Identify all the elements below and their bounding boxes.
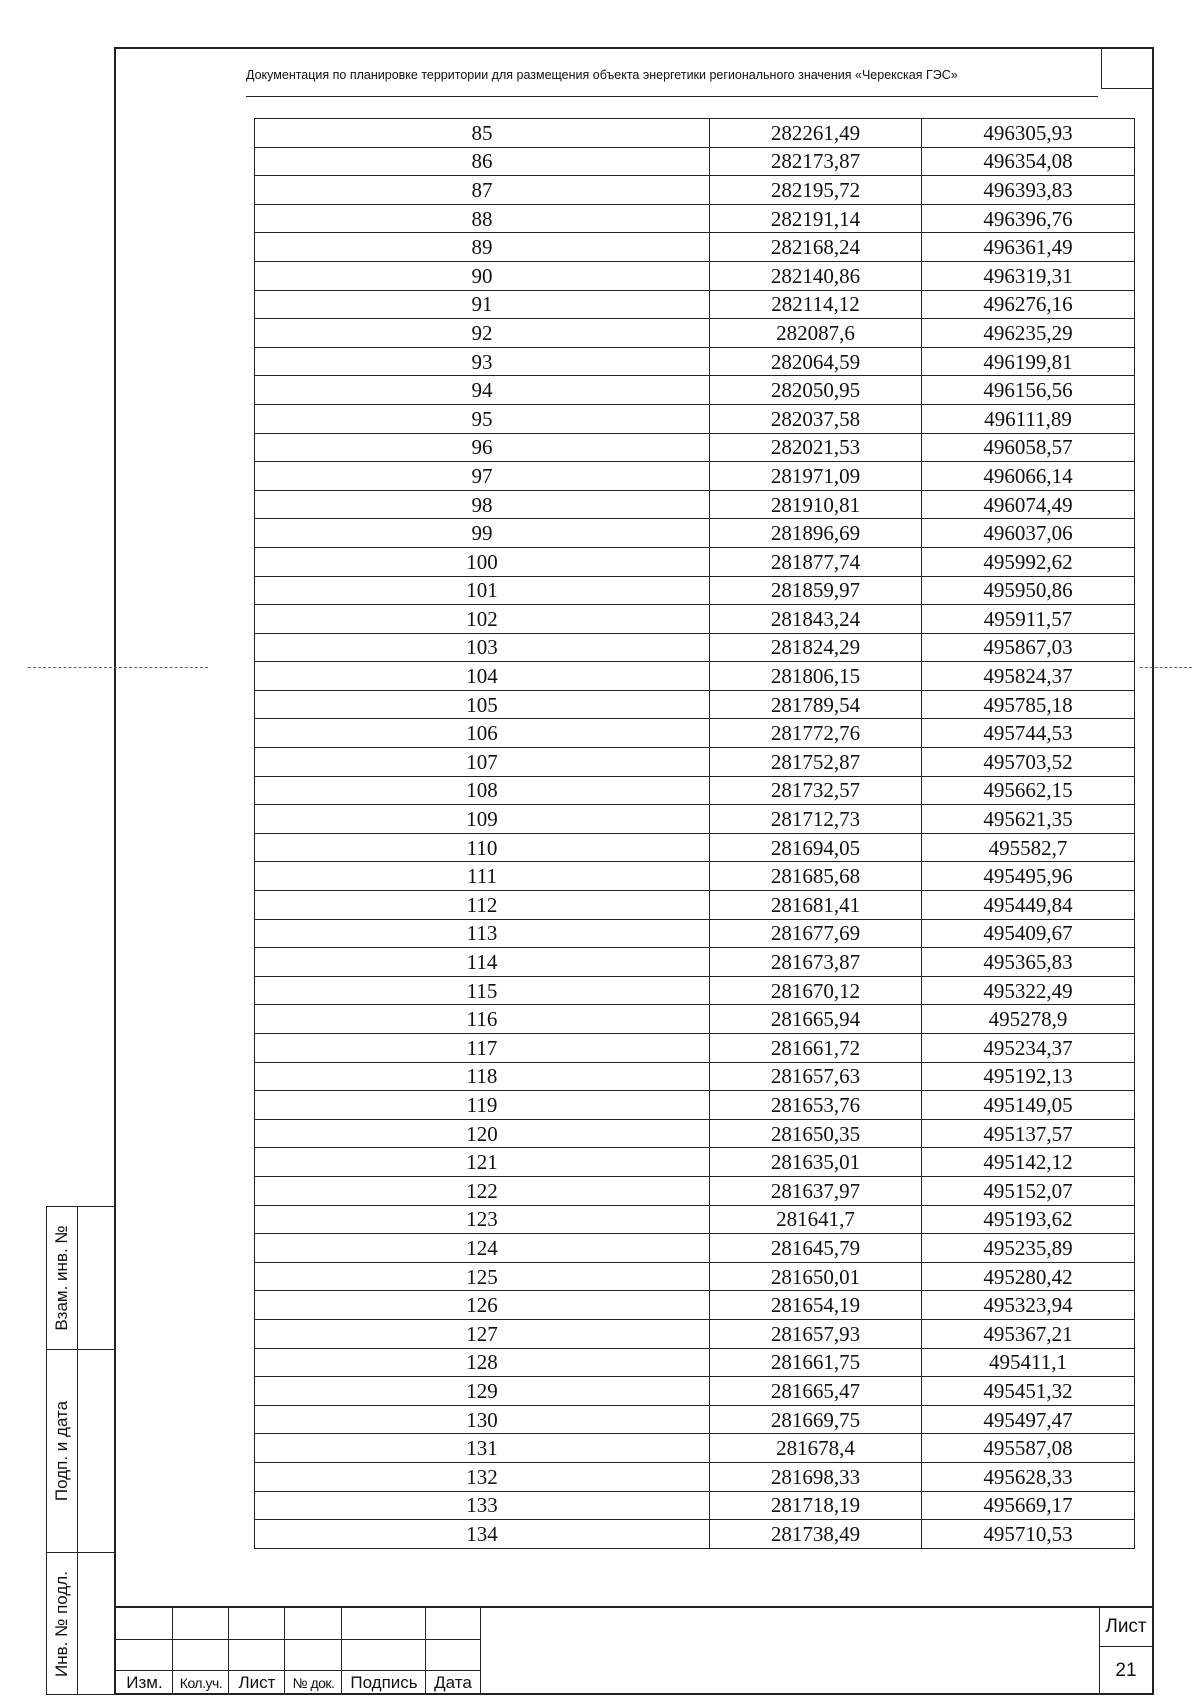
cut-mark-right [1140, 667, 1192, 668]
y-coordinate-cell: 496199,81 [922, 347, 1135, 376]
point-number-cell: 85 [255, 119, 710, 148]
point-number-cell: 115 [255, 976, 710, 1005]
table-row [255, 347, 1135, 376]
y-coordinate-cell: 495824,37 [922, 662, 1135, 691]
point-number-cell: 95 [255, 404, 710, 433]
table-row [255, 290, 1135, 319]
x-coordinate-cell: 281669,75 [710, 1405, 922, 1434]
table-row [255, 204, 1135, 233]
table-row [255, 1148, 1135, 1177]
table-row [255, 147, 1135, 176]
x-coordinate-cell: 281718,19 [710, 1491, 922, 1520]
table-row [255, 319, 1135, 348]
x-coordinate-cell: 281824,29 [710, 633, 922, 662]
x-coordinate-cell: 281661,75 [710, 1348, 922, 1377]
y-coordinate-cell: 495710,53 [922, 1520, 1135, 1549]
point-number-cell: 133 [255, 1491, 710, 1520]
point-number-cell: 104 [255, 662, 710, 691]
x-coordinate-cell: 281665,47 [710, 1377, 922, 1406]
x-coordinate-cell: 281685,68 [710, 862, 922, 891]
y-coordinate-cell: 495867,03 [922, 633, 1135, 662]
table-row [255, 690, 1135, 719]
x-coordinate-cell: 281657,93 [710, 1319, 922, 1348]
table-row [255, 576, 1135, 605]
y-coordinate-cell: 496066,14 [922, 462, 1135, 491]
y-coordinate-cell: 496396,76 [922, 204, 1135, 233]
point-number-cell: 102 [255, 605, 710, 634]
table-row [255, 1319, 1135, 1348]
x-coordinate-cell: 282087,6 [710, 319, 922, 348]
point-number-cell: 121 [255, 1148, 710, 1177]
sheet-number: 21 [1115, 1660, 1137, 1681]
point-number-cell: 105 [255, 690, 710, 719]
point-number-cell: 93 [255, 347, 710, 376]
table-row [255, 433, 1135, 462]
y-coordinate-cell: 495142,12 [922, 1148, 1135, 1177]
table-row [255, 1291, 1135, 1320]
table-row [255, 233, 1135, 262]
y-coordinate-cell: 496305,93 [922, 119, 1135, 148]
table-row [255, 1062, 1135, 1091]
point-number-cell: 125 [255, 1262, 710, 1291]
point-number-cell: 118 [255, 1062, 710, 1091]
table-row [255, 633, 1135, 662]
x-coordinate-cell: 282050,95 [710, 376, 922, 405]
y-coordinate-cell: 495193,62 [922, 1205, 1135, 1234]
y-coordinate-cell: 495152,07 [922, 1176, 1135, 1205]
coordinates-table [254, 118, 1135, 1549]
x-coordinate-cell: 281789,54 [710, 690, 922, 719]
point-number-cell: 132 [255, 1462, 710, 1491]
table-row [255, 1119, 1135, 1148]
y-coordinate-cell: 495367,21 [922, 1319, 1135, 1348]
y-coordinate-cell: 495323,94 [922, 1291, 1135, 1320]
x-coordinate-cell: 281645,79 [710, 1234, 922, 1263]
point-number-cell: 88 [255, 204, 710, 233]
table-row [255, 1434, 1135, 1463]
x-coordinate-cell: 282195,72 [710, 176, 922, 205]
x-coordinate-cell: 281910,81 [710, 490, 922, 519]
y-coordinate-cell: 495628,33 [922, 1462, 1135, 1491]
point-number-cell: 123 [255, 1205, 710, 1234]
x-coordinate-cell: 281650,35 [710, 1119, 922, 1148]
sheet-label: Лист [1100, 1608, 1152, 1647]
point-number-cell: 131 [255, 1434, 710, 1463]
y-coordinate-cell: 495497,47 [922, 1405, 1135, 1434]
y-coordinate-cell: 496276,16 [922, 290, 1135, 319]
coordinates-table-body [255, 119, 1135, 1549]
x-coordinate-cell: 281877,74 [710, 547, 922, 576]
point-number-cell: 113 [255, 919, 710, 948]
y-coordinate-cell: 495911,57 [922, 605, 1135, 634]
x-coordinate-cell: 281896,69 [710, 519, 922, 548]
side-stamp-cell-signature-date [47, 1350, 115, 1553]
table-row [255, 1205, 1135, 1234]
x-coordinate-cell: 282140,86 [710, 261, 922, 290]
table-row [255, 176, 1135, 205]
title-block-label-signature: Подпись [350, 1673, 418, 1692]
y-coordinate-cell: 496361,49 [922, 233, 1135, 262]
table-row [255, 1034, 1135, 1063]
x-coordinate-cell: 281772,76 [710, 719, 922, 748]
y-coordinate-cell: 496074,49 [922, 490, 1135, 519]
x-coordinate-cell: 281673,87 [710, 948, 922, 977]
table-row [255, 891, 1135, 920]
sheet-number-box [1099, 1608, 1152, 1695]
point-number-cell: 130 [255, 1405, 710, 1434]
point-number-cell: 101 [255, 576, 710, 605]
y-coordinate-cell: 495992,62 [922, 547, 1135, 576]
x-coordinate-cell: 282261,49 [710, 119, 922, 148]
table-row [255, 376, 1135, 405]
x-coordinate-cell: 281806,15 [710, 662, 922, 691]
table-row [255, 662, 1135, 691]
x-coordinate-cell: 281637,97 [710, 1176, 922, 1205]
x-coordinate-cell: 281752,87 [710, 748, 922, 777]
point-number-cell: 97 [255, 462, 710, 491]
point-number-cell: 110 [255, 833, 710, 862]
table-row [255, 490, 1135, 519]
x-coordinate-cell: 281698,33 [710, 1462, 922, 1491]
point-number-cell: 124 [255, 1234, 710, 1263]
table-row [255, 605, 1135, 634]
side-stamp-label: Взам. инв. № [52, 1225, 71, 1331]
point-number-cell: 90 [255, 261, 710, 290]
table-row [255, 261, 1135, 290]
y-coordinate-cell: 495411,1 [922, 1348, 1135, 1377]
x-coordinate-cell: 281694,05 [710, 833, 922, 862]
x-coordinate-cell: 281859,97 [710, 576, 922, 605]
y-coordinate-cell: 495662,15 [922, 776, 1135, 805]
table-row [255, 1405, 1135, 1434]
point-number-cell: 129 [255, 1377, 710, 1406]
x-coordinate-cell: 282173,87 [710, 147, 922, 176]
y-coordinate-cell: 496354,08 [922, 147, 1135, 176]
table-row [255, 976, 1135, 1005]
side-stamp-cell-original-inventory [47, 1553, 115, 1694]
corner-box [1101, 47, 1154, 89]
table-row [255, 805, 1135, 834]
table-row [255, 1348, 1135, 1377]
x-coordinate-cell: 281641,7 [710, 1205, 922, 1234]
table-row [255, 462, 1135, 491]
x-coordinate-cell: 281661,72 [710, 1034, 922, 1063]
table-row [255, 1377, 1135, 1406]
table-row [255, 919, 1135, 948]
point-number-cell: 94 [255, 376, 710, 405]
table-row [255, 1462, 1135, 1491]
y-coordinate-cell: 495409,67 [922, 919, 1135, 948]
point-number-cell: 98 [255, 490, 710, 519]
table-row [255, 519, 1135, 548]
point-number-cell: 89 [255, 233, 710, 262]
y-coordinate-cell: 495149,05 [922, 1091, 1135, 1120]
point-number-cell: 122 [255, 1176, 710, 1205]
table-row [255, 1491, 1135, 1520]
point-number-cell: 128 [255, 1348, 710, 1377]
x-coordinate-cell: 281677,69 [710, 919, 922, 948]
table-row [255, 1234, 1135, 1263]
table-row [255, 1262, 1135, 1291]
point-number-cell: 127 [255, 1319, 710, 1348]
y-coordinate-cell: 495785,18 [922, 690, 1135, 719]
x-coordinate-cell: 282064,59 [710, 347, 922, 376]
side-stamp [46, 1206, 116, 1695]
y-coordinate-cell: 496111,89 [922, 404, 1135, 433]
header-underline [246, 96, 1098, 97]
y-coordinate-cell: 495621,35 [922, 805, 1135, 834]
table-row [255, 1520, 1135, 1549]
point-number-cell: 114 [255, 948, 710, 977]
side-stamp-cell-replacement [47, 1207, 115, 1350]
x-coordinate-cell: 281654,19 [710, 1291, 922, 1320]
y-coordinate-cell: 495950,86 [922, 576, 1135, 605]
y-coordinate-cell: 496037,06 [922, 519, 1135, 548]
y-coordinate-cell: 495322,49 [922, 976, 1135, 1005]
cut-mark-left [28, 667, 208, 668]
y-coordinate-cell: 495744,53 [922, 719, 1135, 748]
x-coordinate-cell: 281650,01 [710, 1262, 922, 1291]
title-block [116, 1606, 1152, 1693]
y-coordinate-cell: 496235,29 [922, 319, 1135, 348]
x-coordinate-cell: 281657,63 [710, 1062, 922, 1091]
title-block-label-sheet: Лист [238, 1673, 276, 1692]
x-coordinate-cell: 282037,58 [710, 404, 922, 433]
y-coordinate-cell: 495495,96 [922, 862, 1135, 891]
point-number-cell: 108 [255, 776, 710, 805]
x-coordinate-cell: 281712,73 [710, 805, 922, 834]
x-coordinate-cell: 281738,49 [710, 1520, 922, 1549]
point-number-cell: 119 [255, 1091, 710, 1120]
y-coordinate-cell: 496393,83 [922, 176, 1135, 205]
x-coordinate-cell: 281971,09 [710, 462, 922, 491]
table-row [255, 1091, 1135, 1120]
y-coordinate-cell: 495234,37 [922, 1034, 1135, 1063]
y-coordinate-cell: 495451,32 [922, 1377, 1135, 1406]
table-row [255, 719, 1135, 748]
table-row [255, 748, 1135, 777]
point-number-cell: 92 [255, 319, 710, 348]
x-coordinate-cell: 282168,24 [710, 233, 922, 262]
y-coordinate-cell: 496319,31 [922, 261, 1135, 290]
point-number-cell: 87 [255, 176, 710, 205]
point-number-cell: 96 [255, 433, 710, 462]
document-header-title: Документация по планировке территории для размещения объекта энергетики регионального значения «Черекская ГЭС» [246, 68, 958, 82]
x-coordinate-cell: 281678,4 [710, 1434, 922, 1463]
y-coordinate-cell: 495137,57 [922, 1119, 1135, 1148]
y-coordinate-cell: 495582,7 [922, 833, 1135, 862]
table-row [255, 119, 1135, 148]
table-row [255, 1005, 1135, 1034]
point-number-cell: 100 [255, 547, 710, 576]
point-number-cell: 120 [255, 1119, 710, 1148]
y-coordinate-cell: 495192,13 [922, 1062, 1135, 1091]
point-number-cell: 107 [255, 748, 710, 777]
table-row [255, 776, 1135, 805]
y-coordinate-cell: 495365,83 [922, 948, 1135, 977]
x-coordinate-cell: 282021,53 [710, 433, 922, 462]
x-coordinate-cell: 281843,24 [710, 605, 922, 634]
point-number-cell: 116 [255, 1005, 710, 1034]
x-coordinate-cell: 281653,76 [710, 1091, 922, 1120]
title-block-label-doc-number: № док. [292, 1675, 335, 1691]
x-coordinate-cell: 282114,12 [710, 290, 922, 319]
x-coordinate-cell: 281681,41 [710, 891, 922, 920]
point-number-cell: 112 [255, 891, 710, 920]
point-number-cell: 109 [255, 805, 710, 834]
y-coordinate-cell: 495280,42 [922, 1262, 1135, 1291]
y-coordinate-cell: 495587,08 [922, 1434, 1135, 1463]
point-number-cell: 91 [255, 290, 710, 319]
y-coordinate-cell: 495703,52 [922, 748, 1135, 777]
x-coordinate-cell: 282191,14 [710, 204, 922, 233]
point-number-cell: 134 [255, 1520, 710, 1549]
table-row [255, 547, 1135, 576]
point-number-cell: 86 [255, 147, 710, 176]
table-row [255, 948, 1135, 977]
point-number-cell: 99 [255, 519, 710, 548]
side-stamp-label: Инв. № подл. [52, 1570, 71, 1677]
point-number-cell: 103 [255, 633, 710, 662]
point-number-cell: 111 [255, 862, 710, 891]
title-block-label-date: Дата [434, 1673, 472, 1692]
x-coordinate-cell: 281732,57 [710, 776, 922, 805]
table-row [255, 404, 1135, 433]
y-coordinate-cell: 496156,56 [922, 376, 1135, 405]
title-block-label-change: Изм. [126, 1673, 163, 1692]
x-coordinate-cell: 281670,12 [710, 976, 922, 1005]
point-number-cell: 106 [255, 719, 710, 748]
title-block-grid [116, 1608, 481, 1695]
table-row [255, 862, 1135, 891]
x-coordinate-cell: 281635,01 [710, 1148, 922, 1177]
table-row [255, 833, 1135, 862]
y-coordinate-cell: 495449,84 [922, 891, 1135, 920]
y-coordinate-cell: 495669,17 [922, 1491, 1135, 1520]
point-number-cell: 117 [255, 1034, 710, 1063]
y-coordinate-cell: 495278,9 [922, 1005, 1135, 1034]
y-coordinate-cell: 495235,89 [922, 1234, 1135, 1263]
title-block-label-qty: Кол.уч. [179, 1675, 223, 1691]
x-coordinate-cell: 281665,94 [710, 1005, 922, 1034]
table-row [255, 1176, 1135, 1205]
point-number-cell: 126 [255, 1291, 710, 1320]
y-coordinate-cell: 496058,57 [922, 433, 1135, 462]
side-stamp-label: Подп. и дата [52, 1400, 71, 1502]
